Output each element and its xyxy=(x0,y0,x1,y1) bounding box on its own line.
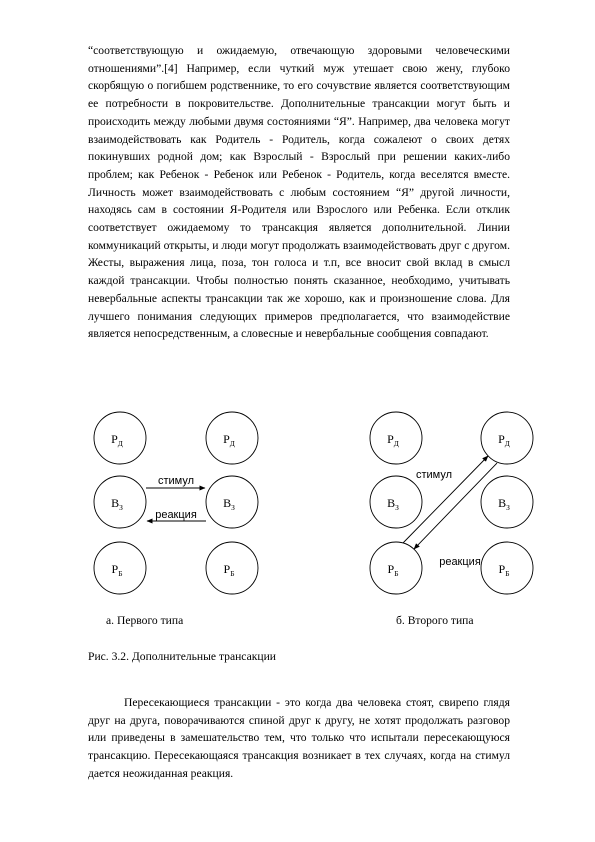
node-main: В xyxy=(387,496,396,510)
node-main: Р xyxy=(223,432,230,446)
diagram-a-node-child-right xyxy=(206,542,258,594)
diagram-b-node-parent-right xyxy=(481,412,533,464)
diagram-a-node-adult-left xyxy=(94,476,146,528)
diagram-b-node-adult-right xyxy=(481,476,533,528)
diagram-b xyxy=(370,412,533,594)
diagram-b-stimulus-label: стимул xyxy=(415,469,453,481)
node-sub: Д xyxy=(117,439,123,448)
node-sub: Д xyxy=(393,439,399,448)
node-sub: З xyxy=(119,503,123,512)
node-sub: З xyxy=(506,503,510,512)
node-sub: Д xyxy=(504,439,510,448)
node-main: Р xyxy=(111,432,118,446)
diagram-a-caption: а. Первого типа xyxy=(106,614,184,627)
node-sub: Б xyxy=(118,569,123,578)
node-main: Р xyxy=(387,562,395,576)
node-main: Р xyxy=(498,432,505,446)
diagram-a-node-child-left xyxy=(94,542,146,594)
node-main: Р xyxy=(111,562,119,576)
diagram-b-node-adult-left xyxy=(370,476,422,528)
node-sub: З xyxy=(231,503,235,512)
node-main: В xyxy=(498,496,507,510)
node-sub: Д xyxy=(229,439,235,448)
diagram-a-node-adult-right xyxy=(206,476,258,528)
figure-caption: Рис. 3.2. Дополнительные трансакции xyxy=(88,650,276,663)
body-paragraph-1: “соответствующую и ожидаемую, отвечающую здоровыми человеческими отношениями”.[4] Например, если чуткий муж утешает свою жену, глубоко скорбящую о погибшем родственнике, то его сочувствие является соответствующим ее потребности в покровительстве. Дополнительные трансакции могут быть и происходить между любыми двумя состояниями “Я”. Например, два человека могут взаимодействовать как Родитель - Родитель, когда сожалеют о своих детях покинувших родной дом; как Взрослый - Взрослый при решении каких-либо проблем; как Ребенок - Ребенок или Ребенок - Родитель, когда веселятся вместе. Личность может взаимодействовать с любым состоянием “Я” другой личности, находясь сам в состоянии Я-Родителя или Взрослого или Ребенка. Если отклик соответствует ожидаемому то трансакция является дополнительной. Линии коммуникаций открыты, и люди могут продолжать взаимодействовать друг с другом. Жесты, выражения лица, поза, тон голоса и т.п, все вносит свой вклад в смысл каждой трансакции. Чтобы полностью понять сказанное, необходимо, учитывать невербальные аспекты трансакции так же хорошо, как и произношение слова. Для лучшего понимания следующих примеров предполагается, что взаимодействие является непосредственным, а словесные и невербальные сообщения совпадают. xyxy=(88,44,510,341)
diagram-a xyxy=(94,412,258,594)
body-paragraph-2: Пересекающиеся трансакции - это когда два человека стоят, свирепо глядя друг на друга, поворачиваются спиной друг к другу, не хотят продолжать разговор или приведены в замешательство тем, что только что испытали пересекающуюся трансакцию. Пересекающаяся трансакция возникает в тех случаях, когда на стимул дается неожиданная реакция. xyxy=(88,696,510,780)
diagram-a-node-parent-right xyxy=(206,412,258,464)
node-main: Р xyxy=(223,562,231,576)
diagram-a-node-parent-left xyxy=(94,412,146,464)
node-sub: Б xyxy=(230,569,235,578)
node-main: В xyxy=(111,496,120,510)
node-main: В xyxy=(223,496,232,510)
node-sub: Б xyxy=(505,569,510,578)
diagram-a-stimulus-label: стимул xyxy=(157,475,195,487)
node-main: Р xyxy=(498,562,506,576)
diagram-b-node-child-right xyxy=(481,542,533,594)
node-sub: Б xyxy=(394,569,399,578)
diagram-a-response-label: реакция xyxy=(155,509,197,521)
diagram-b-caption: б. Второго типа xyxy=(396,614,474,627)
diagram-b-response-label: реакция xyxy=(439,556,481,568)
node-main: Р xyxy=(387,432,394,446)
diagram-b-node-parent-left xyxy=(370,412,422,464)
diagram-b-node-child-left xyxy=(370,542,422,594)
node-sub: З xyxy=(395,503,399,512)
